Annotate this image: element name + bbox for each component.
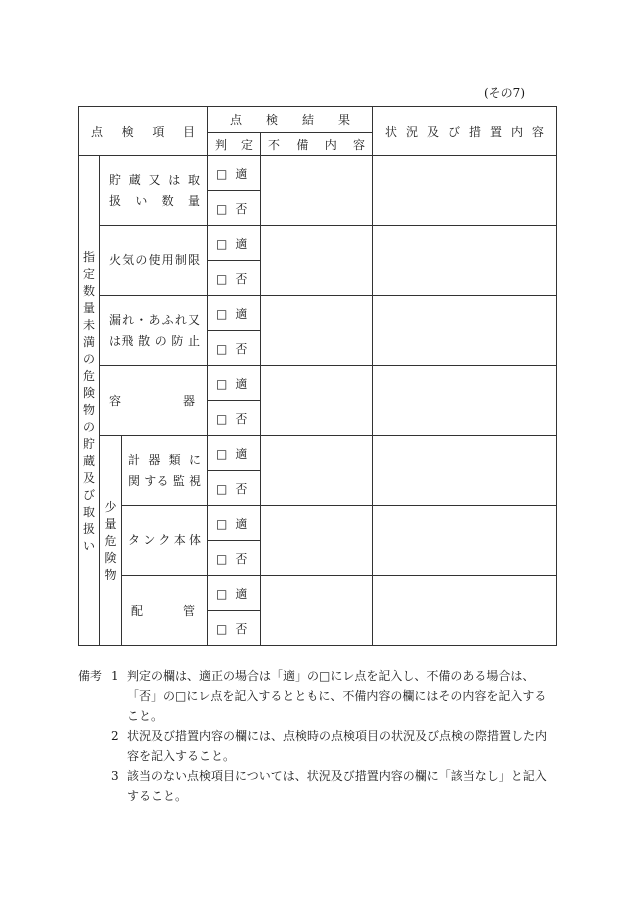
notes-section	[78, 666, 558, 806]
check-label: 否	[235, 411, 248, 426]
checkbox-icon[interactable]: □	[216, 376, 228, 391]
header-inspection-result	[208, 107, 373, 133]
judgment-ng[interactable]	[208, 401, 261, 436]
status-action-field[interactable]	[373, 226, 557, 296]
note-text: 状況及び措置内容の欄には、点検時の点検項目の状況及び点検の際措置した内容を記入すること。	[127, 729, 548, 763]
category-char: 険	[82, 385, 95, 400]
category-char: 貯	[82, 436, 95, 451]
notes-title: 備考	[78, 669, 103, 683]
item-name: タンク本体	[128, 533, 202, 547]
category-char: 及	[82, 470, 95, 485]
inspection-item	[100, 156, 208, 226]
category-char: の	[82, 419, 95, 434]
judgment-ok[interactable]	[208, 506, 261, 541]
category-char: 物	[82, 402, 95, 417]
defect-content-field[interactable]	[261, 436, 373, 506]
checkbox-icon[interactable]: □	[216, 166, 228, 181]
judgment-ok[interactable]	[208, 576, 261, 611]
inspection-item	[122, 506, 208, 576]
checkbox-icon[interactable]: □	[216, 236, 228, 251]
header-char: 及	[427, 124, 440, 139]
checkbox-icon[interactable]: □	[216, 446, 228, 461]
checkbox-icon[interactable]: □	[216, 271, 228, 286]
category-char: 蔵	[82, 453, 95, 468]
status-action-field[interactable]	[373, 506, 557, 576]
sub-category-char: 量	[104, 517, 117, 531]
category-char: 扱	[82, 521, 95, 536]
item-char: 管	[183, 604, 196, 618]
item-name: 計 器 類 に 関 する 監 視	[128, 452, 202, 488]
checkbox-icon[interactable]: □	[216, 341, 228, 356]
item-char: 容	[109, 394, 122, 408]
checkbox-icon[interactable]: □	[216, 411, 228, 426]
header-char: 項	[152, 124, 165, 139]
check-label: 適	[235, 446, 248, 461]
status-action-field[interactable]	[373, 436, 557, 506]
check-label: 否	[235, 201, 248, 216]
check-label: 否	[235, 481, 248, 496]
item-name: 漏れ・あふれ又は飛 散 の 防 止	[109, 312, 201, 348]
header-char: 果	[337, 113, 350, 127]
checkbox-icon[interactable]: □	[216, 201, 228, 216]
sub-category-char: 物	[104, 568, 117, 582]
checkbox-icon[interactable]: □	[216, 481, 228, 496]
category-char: 量	[82, 300, 95, 315]
sub-category-cell	[100, 436, 122, 646]
category-char: 危	[82, 368, 95, 383]
sub-category-char: 険	[104, 551, 117, 565]
category-char: 未	[82, 317, 95, 332]
inspection-item	[100, 366, 208, 436]
header-char: 措	[468, 124, 481, 139]
checkbox-icon[interactable]: □	[216, 586, 228, 601]
judgment-ng[interactable]	[208, 471, 261, 506]
header-judgment	[208, 133, 261, 156]
header-char: 容	[531, 124, 544, 139]
check-label: 適	[235, 306, 248, 321]
checkbox-icon[interactable]: □	[216, 516, 228, 531]
checkbox-icon[interactable]: □	[216, 621, 228, 636]
judgment-ok[interactable]	[208, 156, 261, 191]
note-text: 判定の欄は、適正の場合は「適」の□にレ点を記入し、不備のある場合は、「否」の□にレ点を記入するとともに、不備内容の欄にはその内容を記入すること。	[127, 669, 547, 723]
status-action-field[interactable]	[373, 156, 557, 226]
category-char: び	[82, 487, 95, 502]
header-char: 容	[353, 137, 366, 152]
defect-content-field[interactable]	[261, 576, 373, 646]
checkbox-icon[interactable]: □	[216, 306, 228, 321]
header-char: 点	[91, 124, 104, 139]
header-char: 定	[241, 137, 254, 152]
judgment-ok[interactable]	[208, 226, 261, 261]
header-char: 内	[324, 137, 337, 152]
page-number: (その7)	[484, 86, 525, 100]
note-text: 該当のない点検項目については、状況及び措置内容の欄に「該当なし」と記入すること。	[127, 769, 547, 803]
category-char: 数	[82, 283, 95, 298]
category-char: 取	[82, 504, 95, 519]
check-label: 否	[235, 271, 248, 286]
header-char: 内	[510, 124, 523, 139]
table-row	[79, 296, 557, 331]
item-char: 器	[183, 394, 196, 408]
check-label: 否	[235, 551, 248, 566]
check-label: 適	[235, 166, 248, 181]
header-char: 判	[215, 137, 228, 152]
inspection-item	[122, 576, 208, 646]
check-label: 適	[235, 516, 248, 531]
item-name: 火気の使用制限	[109, 253, 201, 267]
status-action-field[interactable]	[373, 366, 557, 436]
category-char: い	[82, 538, 95, 553]
check-label: 否	[235, 341, 248, 356]
defect-content-field[interactable]	[261, 296, 373, 366]
check-label: 適	[235, 236, 248, 251]
judgment-ng[interactable]	[208, 191, 261, 226]
status-action-field[interactable]	[373, 576, 557, 646]
table-row	[79, 226, 557, 261]
defect-content-field[interactable]	[261, 506, 373, 576]
table-row	[79, 366, 557, 401]
header-char: 状	[385, 124, 398, 139]
check-label: 適	[235, 376, 248, 391]
header-inspection-item	[79, 107, 208, 156]
header-char: 不	[268, 137, 281, 152]
header-status-action	[373, 107, 557, 156]
table-row	[79, 576, 557, 611]
header-defect	[261, 133, 373, 156]
table-row	[79, 506, 557, 541]
category-char: 満	[82, 334, 95, 349]
category-char: の	[82, 351, 95, 366]
category-char: 指	[82, 249, 95, 264]
judgment-ng[interactable]	[208, 261, 261, 296]
header-char: 点	[230, 113, 243, 127]
defect-content-field[interactable]	[261, 226, 373, 296]
header-char: 結	[302, 113, 315, 127]
header-char: 検	[266, 113, 279, 127]
judgment-ng[interactable]	[208, 611, 261, 646]
judgment-ok[interactable]	[208, 436, 261, 471]
category-cell	[79, 156, 100, 646]
inspection-item	[122, 436, 208, 506]
category-char: 定	[82, 266, 95, 281]
defect-content-field[interactable]	[261, 366, 373, 436]
judgment-ok[interactable]	[208, 366, 261, 401]
note-number: 3	[111, 769, 119, 783]
checkbox-icon[interactable]: □	[216, 551, 228, 566]
sub-category-char: 少	[104, 500, 117, 514]
judgment-ng[interactable]	[208, 331, 261, 366]
judgment-ok[interactable]	[208, 296, 261, 331]
check-label: 否	[235, 621, 248, 636]
table-row	[79, 156, 557, 191]
table-row	[79, 436, 557, 471]
sub-category-char: 危	[104, 534, 117, 548]
inspection-table	[78, 106, 557, 646]
header-char: 置	[489, 124, 502, 139]
inspection-item	[100, 296, 208, 366]
status-action-field[interactable]	[373, 296, 557, 366]
header-char: 検	[121, 124, 134, 139]
note-number: 1	[111, 669, 119, 683]
header-char: 備	[296, 137, 309, 152]
check-label: 適	[235, 586, 248, 601]
item-name: 貯 蔵 又 は 取 扱 い 数 量	[109, 172, 201, 208]
header-char: 目	[183, 124, 196, 139]
header-char: び	[447, 124, 460, 139]
item-char: 配	[131, 604, 144, 618]
inspection-item	[100, 226, 208, 296]
header-char: 況	[406, 124, 419, 139]
judgment-ng[interactable]	[208, 541, 261, 576]
defect-content-field[interactable]	[261, 156, 373, 226]
note-number: 2	[111, 729, 119, 743]
